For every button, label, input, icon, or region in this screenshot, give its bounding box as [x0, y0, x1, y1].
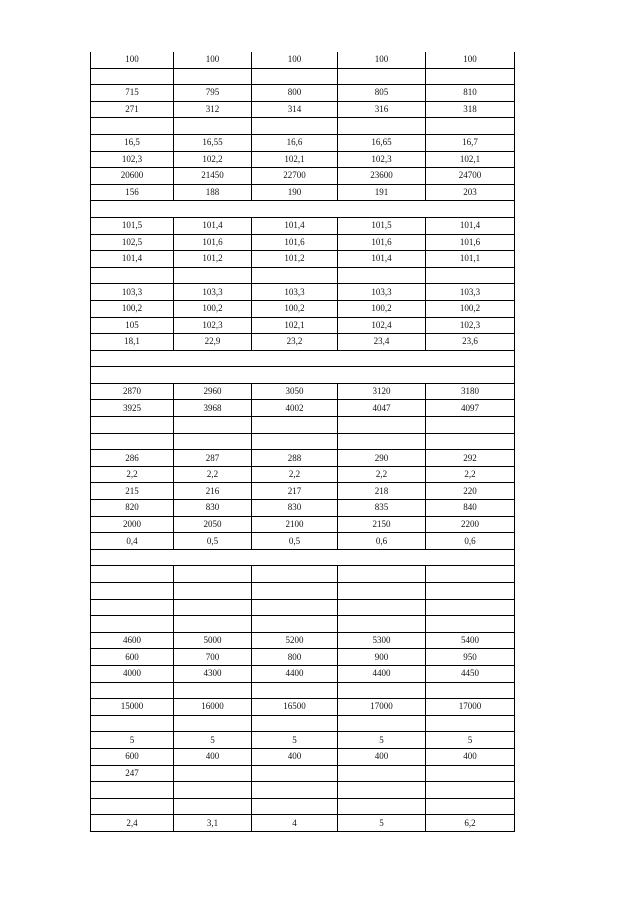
table-cell-col3: 103,3: [252, 284, 338, 301]
table-body: [91, 52, 515, 831]
table-cell-col2: 3968: [174, 400, 252, 417]
table-cell-col2: 188: [174, 184, 252, 201]
table-cell-col3: 190: [252, 184, 338, 201]
table-cell-col4: [338, 267, 426, 284]
table-cell-col3: [252, 68, 338, 85]
table-row: [91, 732, 515, 749]
table-cell-col2: [174, 616, 252, 633]
table-cell-col2: [174, 782, 252, 799]
table-row: [91, 367, 515, 384]
table-cell-col5: [426, 599, 515, 616]
table-row: [91, 251, 515, 268]
table-row: [91, 267, 515, 284]
table-cell-col4: 835: [338, 500, 426, 517]
table-row: [91, 466, 515, 483]
table-cell-col2: [174, 118, 252, 135]
table-cell-col4: [338, 782, 426, 799]
table-row: [91, 85, 515, 102]
table-cell-col1: 2000: [91, 516, 174, 533]
table-cell-col3: [252, 616, 338, 633]
table-cell-col4: [338, 417, 426, 434]
table-row: [91, 616, 515, 633]
table-cell-col1: 20600: [91, 168, 174, 185]
table-cell-col5: 17000: [426, 699, 515, 716]
table-cell-col1: 0,4: [91, 533, 174, 550]
table-row: [91, 798, 515, 815]
table-cell-col3: [252, 566, 338, 583]
table-cell-col4: [338, 616, 426, 633]
table-cell-col1: 3925: [91, 400, 174, 417]
table-cell-col3: 102,1: [252, 151, 338, 168]
table-cell-col4: 0,6: [338, 533, 426, 550]
table-cell-col1: 215: [91, 483, 174, 500]
table-cell-col5: 102,1: [426, 151, 515, 168]
table-row: [91, 284, 515, 301]
table-cell-col2: 2,2: [174, 466, 252, 483]
table-cell-col5: [426, 417, 515, 434]
table-cell-col5: [426, 267, 515, 284]
table-cell-col2: 2050: [174, 516, 252, 533]
table-cell-col5: 23,6: [426, 334, 515, 351]
table-row: [91, 118, 515, 135]
table-cell-col3: [252, 583, 338, 600]
table-cell-col3: 100: [252, 52, 338, 68]
table-cell-col2: 216: [174, 483, 252, 500]
table-cell-col4: 3120: [338, 383, 426, 400]
table-cell-col1: 247: [91, 765, 174, 782]
table-cell-col3: [252, 599, 338, 616]
table-cell-col2: 287: [174, 450, 252, 467]
table-cell-col3: 100,2: [252, 300, 338, 317]
table-cell-col3: 4002: [252, 400, 338, 417]
table-row: [91, 350, 515, 367]
table-cell-col5: 24700: [426, 168, 515, 185]
table-cell-col2: [174, 682, 252, 699]
table-cell-col2: 5000: [174, 632, 252, 649]
table-cell-col2: 3,1: [174, 815, 252, 832]
table-cell-col3: 101,6: [252, 234, 338, 251]
table-cell-col2: [174, 566, 252, 583]
table-cell-col5: 101,1: [426, 251, 515, 268]
table-cell-col5: 5400: [426, 632, 515, 649]
table-cell-col1: [91, 267, 174, 284]
table-cell-col1: [91, 118, 174, 135]
table-row: [91, 665, 515, 682]
table-cell-col5: 6,2: [426, 815, 515, 832]
table-cell-col1: 820: [91, 500, 174, 517]
table-cell-col1: [91, 566, 174, 583]
table-cell-col1: 2,2: [91, 466, 174, 483]
table-cell-col2: [174, 583, 252, 600]
table-cell-col1: 101,5: [91, 217, 174, 234]
table-cell-col2: 16,55: [174, 134, 252, 151]
table-cell-col3: 3050: [252, 383, 338, 400]
table-row: [91, 549, 515, 566]
table-cell-col4: 17000: [338, 699, 426, 716]
table-cell-col3: [252, 782, 338, 799]
table-cell-col5: [426, 765, 515, 782]
table-cell-col5: 3180: [426, 383, 515, 400]
table-row: [91, 383, 515, 400]
table-cell-col4: [338, 566, 426, 583]
table-cell-col5: 950: [426, 649, 515, 666]
table-cell-col5: 2,2: [426, 466, 515, 483]
table-cell-col2: 312: [174, 101, 252, 118]
table-row: [91, 52, 515, 68]
table-cell-col1: 4000: [91, 665, 174, 682]
table-cell-col3: 0,5: [252, 533, 338, 550]
table-cell-col3: 830: [252, 500, 338, 517]
table-cell-col3: [252, 715, 338, 732]
table-cell-col1: 600: [91, 649, 174, 666]
table-cell-col1: 105: [91, 317, 174, 334]
table-row: [91, 748, 515, 765]
table-cell-col2: [174, 68, 252, 85]
table-cell-col1: 2870: [91, 383, 174, 400]
table-row: [91, 765, 515, 782]
data-table: [90, 52, 515, 832]
table-cell-col4: 23600: [338, 168, 426, 185]
table-cell-col5: [426, 782, 515, 799]
table-cell-col2: [174, 765, 252, 782]
table-cell-col5: [426, 715, 515, 732]
table-cell-col1: 4600: [91, 632, 174, 649]
table-cell-col5: 103,3: [426, 284, 515, 301]
table-cell-col1: 600: [91, 748, 174, 765]
table-cell-col1: 286: [91, 450, 174, 467]
table-cell-col4: 400: [338, 748, 426, 765]
table-cell-col3: 800: [252, 649, 338, 666]
table-cell-col1: [91, 616, 174, 633]
table-cell-col5: 318: [426, 101, 515, 118]
table-cell-col2: 16000: [174, 699, 252, 716]
table-row: [91, 201, 515, 218]
table-cell-col3: [252, 765, 338, 782]
table-cell-col2: 100: [174, 52, 252, 68]
table-cell-col2: 700: [174, 649, 252, 666]
table-row: [91, 566, 515, 583]
table-cell-col4: 900: [338, 649, 426, 666]
table-cell-col1: 100,2: [91, 300, 174, 317]
table-cell-col5: 5: [426, 732, 515, 749]
table-cell-col4: 191: [338, 184, 426, 201]
table-cell-col1: 100: [91, 52, 174, 68]
table-row: [91, 699, 515, 716]
table-cell-col4: 5300: [338, 632, 426, 649]
table-row: [91, 533, 515, 550]
table-cell-col3: 16500: [252, 699, 338, 716]
table-cell-col5: 840: [426, 500, 515, 517]
table-cell-col1: [91, 583, 174, 600]
table-row: [91, 632, 515, 649]
table-cell-col1: 102,3: [91, 151, 174, 168]
table-cell-col4: 100: [338, 52, 426, 68]
table-cell-col3: 288: [252, 450, 338, 467]
table-row: [91, 300, 515, 317]
table-cell-col4: 103,3: [338, 284, 426, 301]
table-row: [91, 317, 515, 334]
table-cell-col1: [91, 417, 174, 434]
table-row: [91, 184, 515, 201]
table-cell-col3: 4: [252, 815, 338, 832]
table-cell-col2: [174, 433, 252, 450]
table-cell-col3: 101,4: [252, 217, 338, 234]
table-cell-col2: 101,2: [174, 251, 252, 268]
table-cell-col4: [338, 599, 426, 616]
table-cell-col3: 217: [252, 483, 338, 500]
table-row: [91, 400, 515, 417]
table-cell-col4: 102,3: [338, 151, 426, 168]
table-cell-col1: [91, 782, 174, 799]
table-cell-col2: 2960: [174, 383, 252, 400]
table-cell-col1: [91, 715, 174, 732]
table-row: [91, 234, 515, 251]
table-cell-col3: [252, 118, 338, 135]
table-row: [91, 483, 515, 500]
table-cell-col5: 292: [426, 450, 515, 467]
table-cell-col4: 290: [338, 450, 426, 467]
table-cell-merged: [91, 549, 515, 566]
table-cell-col4: 4047: [338, 400, 426, 417]
table-row: [91, 168, 515, 185]
table-cell-col5: 220: [426, 483, 515, 500]
table-cell-col5: [426, 798, 515, 815]
table-cell-col1: [91, 599, 174, 616]
table-cell-col1: 271: [91, 101, 174, 118]
table-cell-col1: 103,3: [91, 284, 174, 301]
table-cell-col5: 810: [426, 85, 515, 102]
table-cell-col4: 100,2: [338, 300, 426, 317]
table-cell-col2: 795: [174, 85, 252, 102]
table-cell-col1: 5: [91, 732, 174, 749]
table-row: [91, 134, 515, 151]
table-cell-col2: 5: [174, 732, 252, 749]
table-cell-col4: [338, 68, 426, 85]
table-cell-col5: [426, 433, 515, 450]
table-row: [91, 151, 515, 168]
table-cell-col3: 4400: [252, 665, 338, 682]
table-cell-col5: 102,3: [426, 317, 515, 334]
table-cell-col1: 101,4: [91, 251, 174, 268]
table-cell-col3: 2,2: [252, 466, 338, 483]
table-cell-col2: 22,9: [174, 334, 252, 351]
table-cell-col4: 23,4: [338, 334, 426, 351]
table-row: [91, 500, 515, 517]
table-cell-col3: 102,1: [252, 317, 338, 334]
table-cell-col2: 400: [174, 748, 252, 765]
table-cell-col3: 800: [252, 85, 338, 102]
table-cell-col4: 2150: [338, 516, 426, 533]
table-cell-col5: 4450: [426, 665, 515, 682]
table-cell-col4: [338, 433, 426, 450]
table-row: [91, 599, 515, 616]
table-cell-merged: [91, 201, 515, 218]
table-cell-col3: 400: [252, 748, 338, 765]
table-cell-col4: [338, 715, 426, 732]
table-cell-col3: [252, 798, 338, 815]
table-cell-col2: [174, 599, 252, 616]
table-cell-col2: 102,3: [174, 317, 252, 334]
table-cell-col4: 5: [338, 732, 426, 749]
table-row: [91, 583, 515, 600]
table-cell-col4: 218: [338, 483, 426, 500]
table-cell-col5: [426, 583, 515, 600]
table-row: [91, 334, 515, 351]
table-cell-col2: 100,2: [174, 300, 252, 317]
table-cell-col2: 101,6: [174, 234, 252, 251]
table-cell-col4: 5: [338, 815, 426, 832]
table-cell-col2: 102,2: [174, 151, 252, 168]
table-cell-col1: 2,4: [91, 815, 174, 832]
table-cell-col4: 316: [338, 101, 426, 118]
table-cell-col1: 18,1: [91, 334, 174, 351]
table-cell-col1: [91, 682, 174, 699]
table-cell-col2: 21450: [174, 168, 252, 185]
table-cell-col5: [426, 68, 515, 85]
table-cell-col4: [338, 798, 426, 815]
table-cell-col5: 101,6: [426, 234, 515, 251]
table-cell-col2: [174, 267, 252, 284]
table-cell-col4: 16,65: [338, 134, 426, 151]
table-row: [91, 815, 515, 832]
table-cell-col5: 16,7: [426, 134, 515, 151]
table-row: [91, 516, 515, 533]
table-cell-col1: 16,5: [91, 134, 174, 151]
table-row: [91, 649, 515, 666]
table-cell-col3: [252, 682, 338, 699]
table-cell-col5: 400: [426, 748, 515, 765]
table-cell-col2: 101,4: [174, 217, 252, 234]
table-cell-col2: 103,3: [174, 284, 252, 301]
table-cell-col2: 4300: [174, 665, 252, 682]
table-cell-col2: [174, 798, 252, 815]
table-cell-col3: 5: [252, 732, 338, 749]
table-cell-col4: 102,4: [338, 317, 426, 334]
table-cell-col4: 101,4: [338, 251, 426, 268]
table-cell-col2: [174, 715, 252, 732]
table-cell-col5: 203: [426, 184, 515, 201]
table-row: [91, 715, 515, 732]
table-row: [91, 217, 515, 234]
table-cell-col3: 101,2: [252, 251, 338, 268]
table-cell-col4: 2,2: [338, 466, 426, 483]
table-cell-col5: 100,2: [426, 300, 515, 317]
table-row: [91, 417, 515, 434]
table-cell-col4: 805: [338, 85, 426, 102]
table-cell-col5: [426, 616, 515, 633]
table-cell-col3: [252, 267, 338, 284]
table-cell-col1: [91, 433, 174, 450]
table-cell-col3: 2100: [252, 516, 338, 533]
table-cell-col1: [91, 68, 174, 85]
table-cell-col1: [91, 798, 174, 815]
table-cell-col4: [338, 682, 426, 699]
table-cell-col2: 830: [174, 500, 252, 517]
table-cell-col3: 5200: [252, 632, 338, 649]
table-cell-col4: 101,6: [338, 234, 426, 251]
table-cell-col3: 16,6: [252, 134, 338, 151]
table-cell-col1: 15000: [91, 699, 174, 716]
table-cell-col1: 715: [91, 85, 174, 102]
table-cell-col5: 2200: [426, 516, 515, 533]
table-cell-col4: [338, 765, 426, 782]
table-row: [91, 433, 515, 450]
table-cell-merged: [91, 350, 515, 367]
table-cell-col5: [426, 566, 515, 583]
table-cell-col3: 22700: [252, 168, 338, 185]
table-cell-col3: [252, 417, 338, 434]
table-row: [91, 450, 515, 467]
table-cell-col2: [174, 417, 252, 434]
table-cell-col2: 0,5: [174, 533, 252, 550]
table-row: [91, 682, 515, 699]
table-row: [91, 101, 515, 118]
table-row: [91, 782, 515, 799]
table-cell-col3: [252, 433, 338, 450]
table-cell-col5: [426, 682, 515, 699]
table-cell-col5: 101,4: [426, 217, 515, 234]
table-cell-col4: [338, 583, 426, 600]
table-row: [91, 68, 515, 85]
table-cell-col1: 156: [91, 184, 174, 201]
table-cell-col3: 314: [252, 101, 338, 118]
table-cell-col4: 4400: [338, 665, 426, 682]
table-cell-col5: [426, 118, 515, 135]
table-cell-col1: 102,5: [91, 234, 174, 251]
table-cell-col5: 0,6: [426, 533, 515, 550]
table-cell-col3: 23,2: [252, 334, 338, 351]
table-cell-col5: 100: [426, 52, 515, 68]
table-cell-col4: 101,5: [338, 217, 426, 234]
table-cell-col4: [338, 118, 426, 135]
table-cell-merged: [91, 367, 515, 384]
table-cell-col5: 4097: [426, 400, 515, 417]
